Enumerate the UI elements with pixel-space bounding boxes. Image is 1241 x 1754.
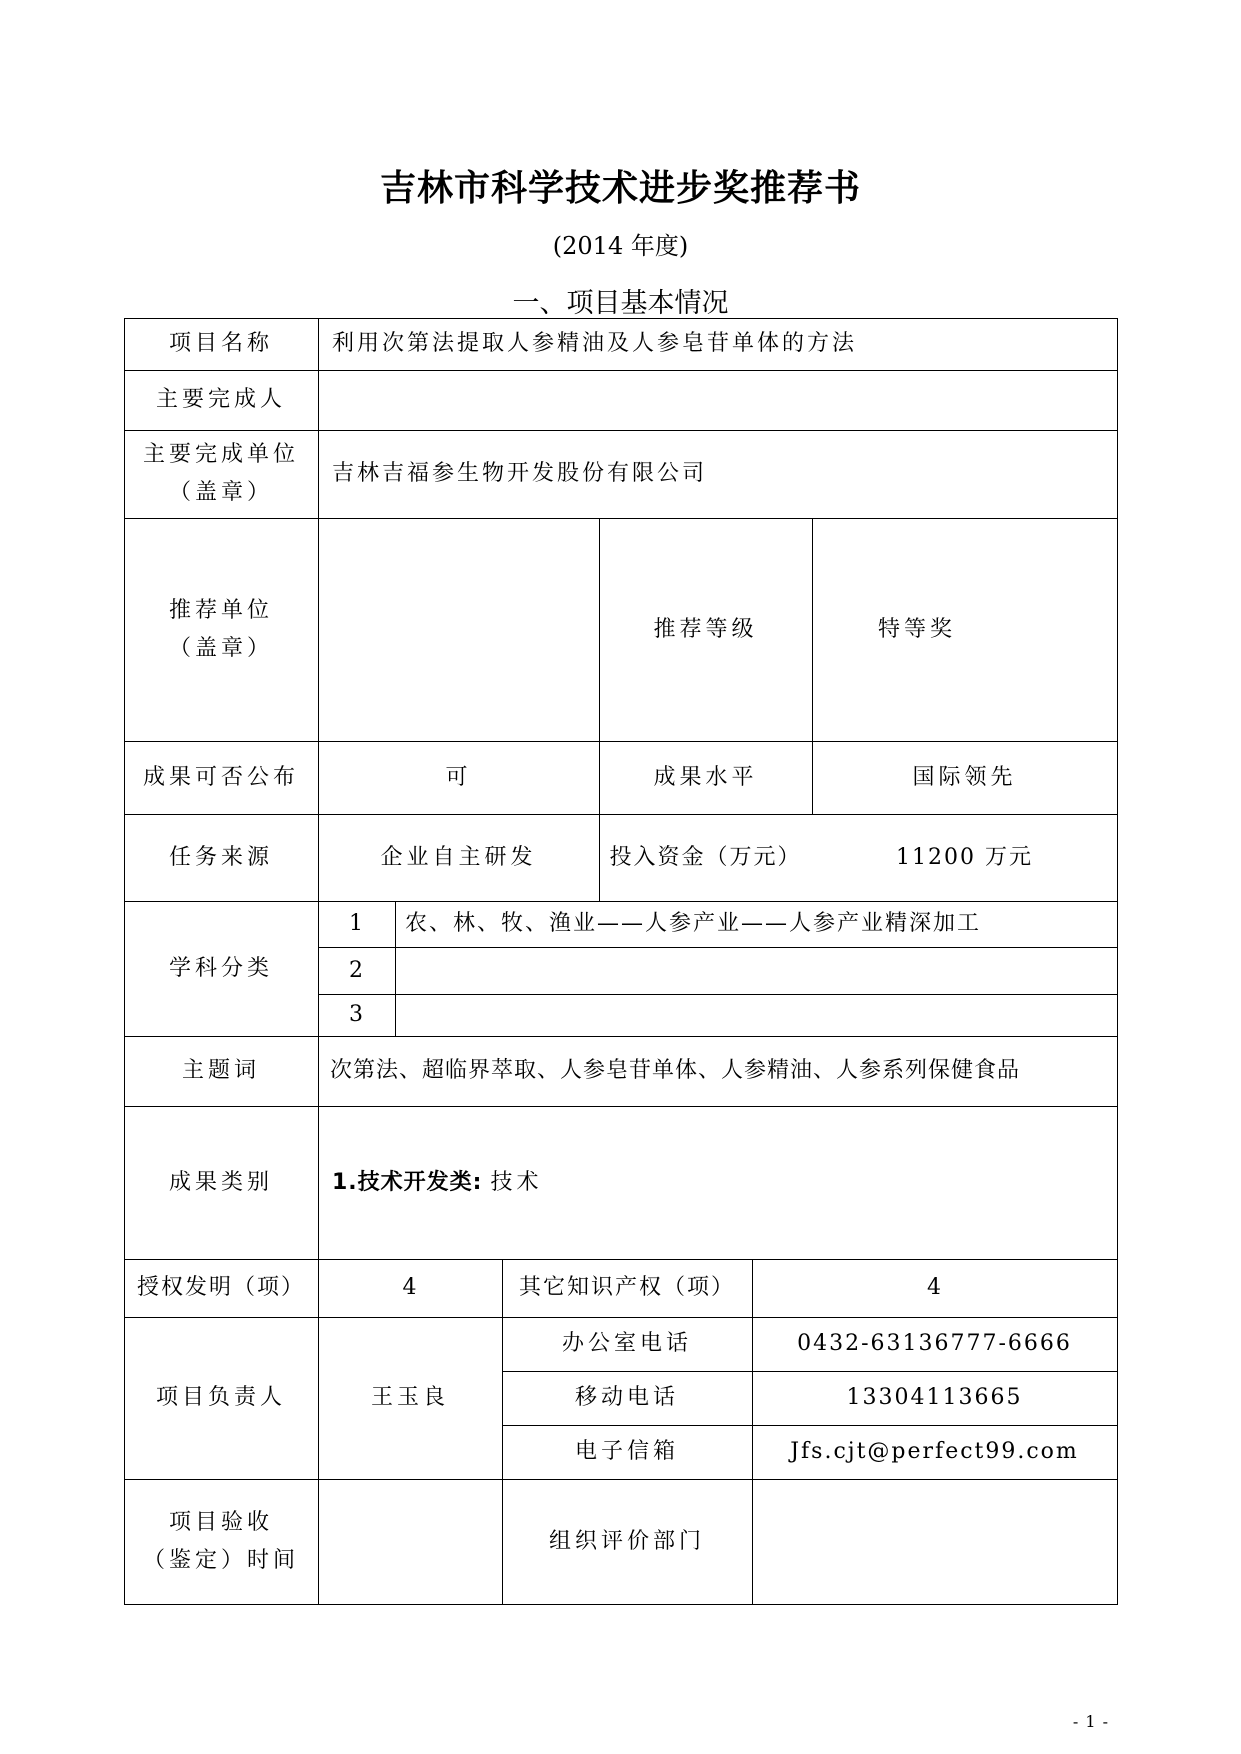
publishable-value: 可	[445, 764, 472, 790]
project-name-value: 利用次第法提取人参精油及人参皂苷单体的方法	[332, 331, 858, 356]
section-title: 一、项目基本情况	[512, 288, 729, 319]
task-source-value: 企业自主研发	[380, 844, 537, 870]
main-persons-label: 主要完成人	[155, 387, 286, 412]
publishable-label: 成果可否公布	[142, 764, 299, 790]
recommend-level-value: 特等奖	[877, 616, 956, 642]
result-category-text: 技术	[490, 1169, 543, 1195]
page-number: - 1 -	[1072, 1712, 1109, 1731]
acceptance-label	[124, 1479, 318, 1604]
result-category-type: 1.技术开发类:	[332, 1169, 483, 1195]
discipline-no-3: 3	[349, 1002, 364, 1027]
mobile-label: 移动电话	[574, 1385, 679, 1410]
acceptance-label-line2: （鉴定）时间	[142, 1547, 299, 1573]
document-title: 吉林市科学技术进步奖推荐书	[379, 168, 861, 209]
email-label: 电子信箱	[574, 1439, 679, 1464]
discipline-value-3	[395, 994, 1117, 1036]
recommend-unit-value	[318, 518, 599, 741]
other-ip-value: 4	[927, 1275, 942, 1300]
patents-value: 4	[402, 1275, 418, 1300]
result-level-value: 国际领先	[912, 764, 1017, 790]
discipline-value-2	[395, 947, 1117, 994]
office-phone-label: 办公室电话	[561, 1331, 692, 1356]
result-category-value	[318, 1106, 1117, 1259]
recommend-unit-label-line2: （盖章）	[168, 635, 273, 661]
discipline-label: 学科分类	[168, 955, 273, 981]
keywords-label: 主题词	[181, 1058, 260, 1083]
result-level-label: 成果水平	[653, 764, 758, 790]
discipline-no-2: 2	[349, 957, 364, 983]
acceptance-label-line1: 项目验收	[168, 1509, 273, 1535]
main-unit-label-line2: （盖章）	[168, 480, 273, 505]
other-ip-label: 其它知识产权（项）	[518, 1275, 735, 1300]
result-category-label: 成果类别	[168, 1169, 273, 1195]
investment-value: 11200 万元	[896, 844, 1033, 870]
patents-label: 授权发明（项）	[136, 1275, 305, 1300]
document-year: (2014 年度)	[552, 232, 689, 260]
email-value: Jfs.cjt@perfect99.com	[790, 1439, 1079, 1464]
task-source-label: 任务来源	[168, 844, 273, 870]
evaluation-dept-label: 组织评价部门	[548, 1528, 705, 1554]
main-persons-value	[318, 370, 1117, 430]
main-unit-value: 吉林吉福参生物开发股份有限公司	[332, 461, 708, 486]
keywords-value: 次第法、超临界萃取、人参皂苷单体、人参精油、人参系列保健食品	[330, 1058, 1021, 1083]
main-unit-label-line1: 主要完成单位	[142, 442, 299, 467]
discipline-value-1: 农、林、牧、渔业——人参产业——人参产业精深加工	[405, 911, 982, 936]
leader-label: 项目负责人	[155, 1385, 286, 1410]
discipline-no-1: 1	[349, 911, 364, 936]
recommend-level-label: 推荐等级	[653, 616, 758, 642]
acceptance-value	[318, 1479, 502, 1604]
project-name-label: 项目名称	[168, 331, 273, 356]
main-unit-label	[124, 430, 318, 518]
recommend-unit-label-line1: 推荐单位	[168, 597, 273, 623]
recommend-unit-label	[124, 518, 318, 741]
office-phone-value: 0432-63136777-6666	[797, 1331, 1072, 1356]
investment-label: 投入资金（万元）	[609, 844, 802, 870]
leader-name: 王玉良	[370, 1385, 449, 1410]
evaluation-dept-value	[752, 1479, 1117, 1604]
mobile-value: 13304113665	[846, 1385, 1023, 1410]
